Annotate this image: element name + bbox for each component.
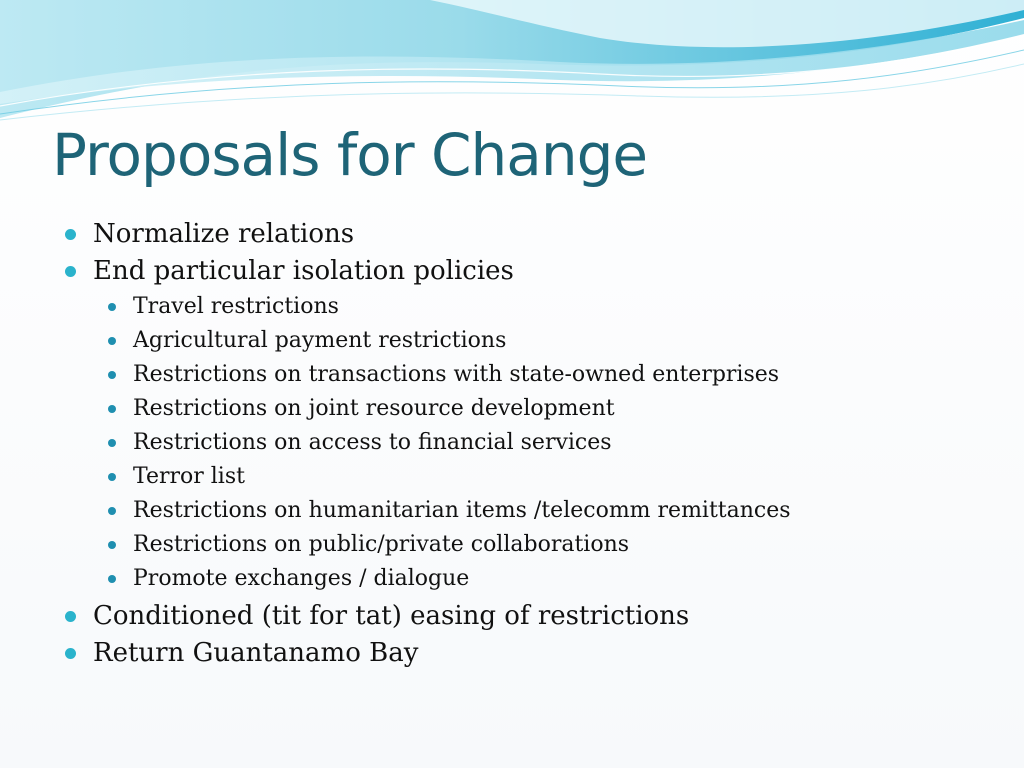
sub-bullet-item — [102, 358, 1002, 392]
slide-title: Proposals for Change — [52, 121, 648, 189]
bullet-text: Conditioned (tit for tat) easing of restrictions — [93, 601, 690, 631]
sub-bullet-text: Restrictions on humanitarian items /telecomm remittances — [133, 498, 791, 523]
bullet-icon — [108, 337, 116, 345]
sub-bullet-text: Restrictions on public/private collaborations — [133, 532, 630, 557]
sub-bullet-text: Travel restrictions — [133, 294, 339, 319]
sub-bullet-item — [102, 494, 1002, 528]
sub-bullet-item — [102, 528, 1002, 562]
sub-bullet-text: Restrictions on access to financial services — [133, 430, 612, 455]
sub-bullet-text: Restrictions on transactions with state-owned enterprises — [133, 362, 780, 387]
sub-bullet-text: Terror list — [133, 464, 245, 489]
bullet-item — [62, 598, 1002, 635]
bullet-icon — [108, 439, 116, 447]
sub-bullet-item — [102, 290, 1002, 324]
header-wave-decoration — [0, 0, 1024, 130]
bullet-icon — [108, 303, 116, 311]
sub-bullet-item — [102, 562, 1002, 596]
bullet-icon — [108, 507, 116, 515]
bullet-icon — [108, 473, 116, 481]
bullet-list — [62, 216, 1002, 672]
sub-bullet-item — [102, 392, 1002, 426]
sub-bullet-text: Agricultural payment restrictions — [133, 328, 507, 353]
bullet-item — [62, 635, 1002, 672]
bullet-icon — [108, 575, 116, 583]
bullet-text: Normalize relations — [93, 219, 355, 249]
bullet-icon — [108, 541, 116, 549]
sub-bullet-item — [102, 324, 1002, 358]
bullet-icon — [108, 371, 116, 379]
sub-bullet-text: Restrictions on joint resource development — [133, 396, 615, 421]
sub-bullet-text: Promote exchanges / dialogue — [133, 566, 470, 591]
bullet-icon — [65, 611, 76, 622]
bullet-icon — [108, 405, 116, 413]
bullet-text: Return Guantanamo Bay — [93, 638, 419, 668]
sub-bullet-list — [62, 290, 1002, 596]
bullet-text: End particular isolation policies — [93, 256, 514, 286]
sub-bullet-item — [102, 426, 1002, 460]
bullet-icon — [65, 648, 76, 659]
bullet-item — [62, 253, 1002, 290]
bullet-icon — [65, 266, 76, 277]
bullet-item — [62, 216, 1002, 253]
bullet-icon — [65, 229, 76, 240]
sub-bullet-item — [102, 460, 1002, 494]
